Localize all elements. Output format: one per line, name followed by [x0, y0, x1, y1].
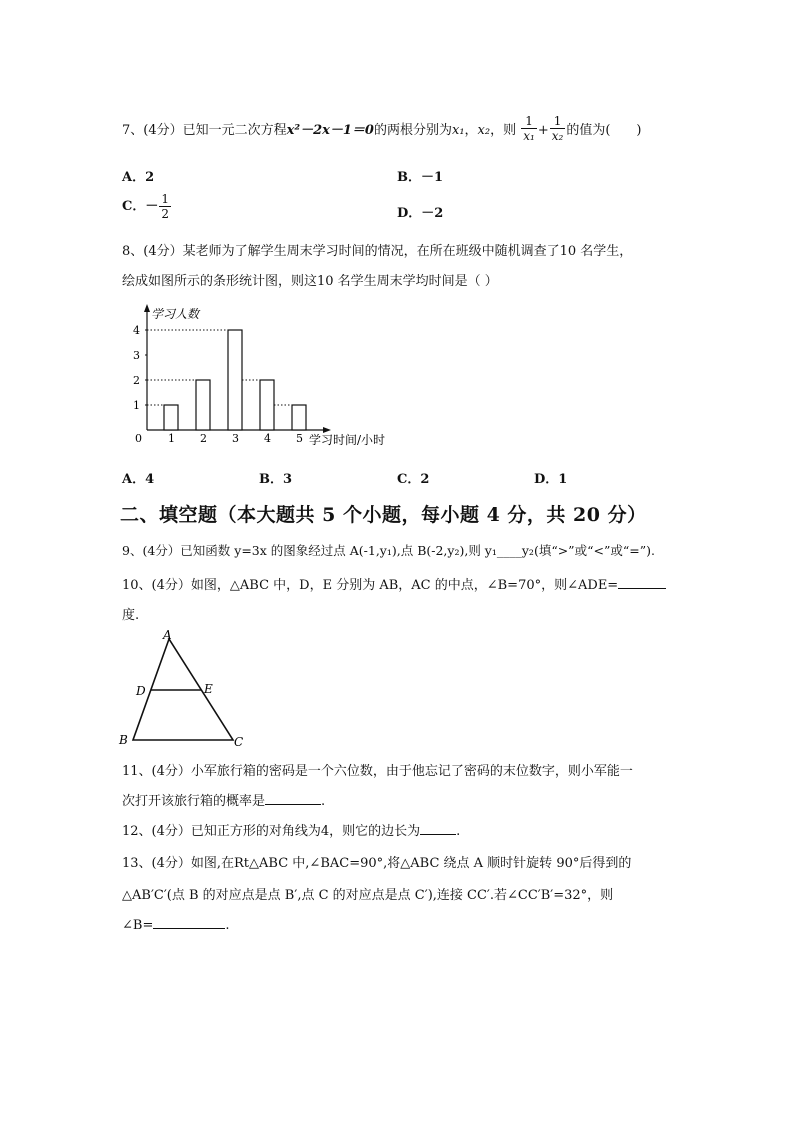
q11-line-2: [122, 790, 325, 809]
q7-plus: +: [537, 123, 549, 138]
q7-fraction-1: $\frac{1}{\text{x₁}}$: [523, 114, 535, 143]
question-7: 7、(4分）已知一元二次方程x²－2x－1＝0的两根分别为x₁，x₂，则 $\frac{1}{\text{x₁}}$ + $\frac{1}{\text{x₂}}$ 的值为( ): [122, 114, 642, 143]
y-tick-label: 3: [133, 349, 140, 362]
q13-line-2: △AB′C′(点 B 的对应点是点 B′,点 C 的对应点是点 C′),连接 CC′.若∠CC′B′=32°，则: [122, 888, 614, 903]
q7-x1: x₁: [451, 123, 465, 138]
q13-text: ∠B=: [122, 918, 154, 933]
y-tick-label: 1: [133, 399, 140, 412]
origin-label: 0: [135, 432, 142, 445]
bar-chart: [125, 300, 415, 455]
q11-text: 次打开该旅行箱的概率是: [122, 794, 266, 809]
q7-then: ，则: [490, 123, 517, 138]
bar: [260, 380, 274, 430]
label-d: D: [136, 684, 146, 698]
q11-line-1: 11、(4分）小军旅行箱的密码是一个六位数，由于他忘记了密码的末位数字，则小军能一: [122, 764, 633, 779]
q13-line-3: [122, 916, 229, 933]
y-tick-label: 4: [133, 324, 140, 337]
bar: [196, 380, 210, 430]
q11-period: .: [321, 794, 326, 809]
q7-option-c[interactable]: [122, 192, 172, 221]
q7-fraction-2: $\frac{1}{\text{x₂}}$: [551, 114, 564, 143]
q8-option-d[interactable]: D．1: [534, 472, 568, 487]
q8-option-a[interactable]: A．4: [122, 472, 155, 487]
q7-equation: x²－2x－1＝0: [286, 123, 374, 138]
label-b: B: [119, 733, 128, 747]
q10-line-1: [122, 574, 666, 593]
x-axis-label: 学习时间/小时: [309, 433, 386, 447]
x-tick-label: 3: [232, 432, 239, 445]
section-2-title: 二、填空题（本大题共 5 个小题，每小题 4 分，共 20 分）: [120, 504, 647, 526]
triangle-figure: [115, 625, 255, 750]
q7-option-c-fraction: $\frac{1}{2}$: [161, 192, 169, 221]
q10-answer-blank[interactable]: [618, 576, 666, 589]
label-a: A: [163, 628, 172, 642]
q13-answer-blank[interactable]: [153, 916, 225, 929]
q12-answer-blank[interactable]: [420, 822, 456, 835]
x-tick-label: 4: [264, 432, 271, 445]
y-axis-arrow: [144, 304, 150, 312]
q8-option-c[interactable]: C．2: [397, 472, 430, 487]
q7-option-c-label: C．－: [122, 199, 159, 214]
q7-option-b[interactable]: B．－1: [397, 170, 444, 185]
y-axis-label: 学习人数: [151, 307, 200, 321]
q7-option-d[interactable]: D．－2: [397, 206, 444, 221]
q13-period: .: [225, 918, 230, 933]
q8-line-2: 绘成如图所示的条形统计图，则这10 名学生周末学均时间是（ ）: [122, 274, 498, 289]
x-tick-label: 1: [168, 432, 175, 445]
bar: [292, 405, 306, 430]
q7-prefix: 7、(4分）已知一元二次方程: [122, 123, 287, 138]
x-tick-label: 2: [200, 432, 207, 445]
question-12: [122, 820, 460, 839]
bar: [164, 405, 178, 430]
label-e: E: [204, 682, 213, 696]
bar: [228, 330, 242, 430]
q10-text: 10、(4分）如图，△ABC 中，D，E 分别为 AB，AC 的中点，∠B=70°，则∠ADE=: [122, 578, 619, 593]
label-c: C: [234, 735, 244, 749]
q8-option-b[interactable]: B．3: [259, 472, 293, 487]
q12-text: 12、(4分）已知正方形的对角线为4，则它的边长为: [122, 824, 421, 839]
q13-line-1: 13、(4分）如图,在Rt△ABC 中,∠BAC=90°,将△ABC 绕点 A 顺时针旋转 90°后得到的: [122, 856, 632, 871]
x-tick-label: 5: [296, 432, 303, 445]
q7-mid: 的两根分别为: [373, 123, 452, 138]
q12-period: .: [456, 824, 461, 839]
q7-option-a[interactable]: A．2: [122, 170, 155, 185]
q7-suffix: 的值为( ): [566, 123, 642, 138]
y-tick-label: 2: [133, 374, 140, 387]
q8-line-1: 8、(4分）某老师为了解学生周末学习时间的情况，在所在班级中随机调查了10 名学生，: [122, 244, 633, 259]
q7-x2: x₂: [477, 123, 491, 138]
q10-line-2: 度.: [122, 608, 140, 623]
question-9: 9、(4分）已知函数 y=3x 的图象经过点 A(-1,y₁),点 B(-2,y₂),则 y₁____y₂(填“>”或“<”或“=”).: [122, 543, 655, 558]
q11-answer-blank[interactable]: [265, 792, 321, 805]
